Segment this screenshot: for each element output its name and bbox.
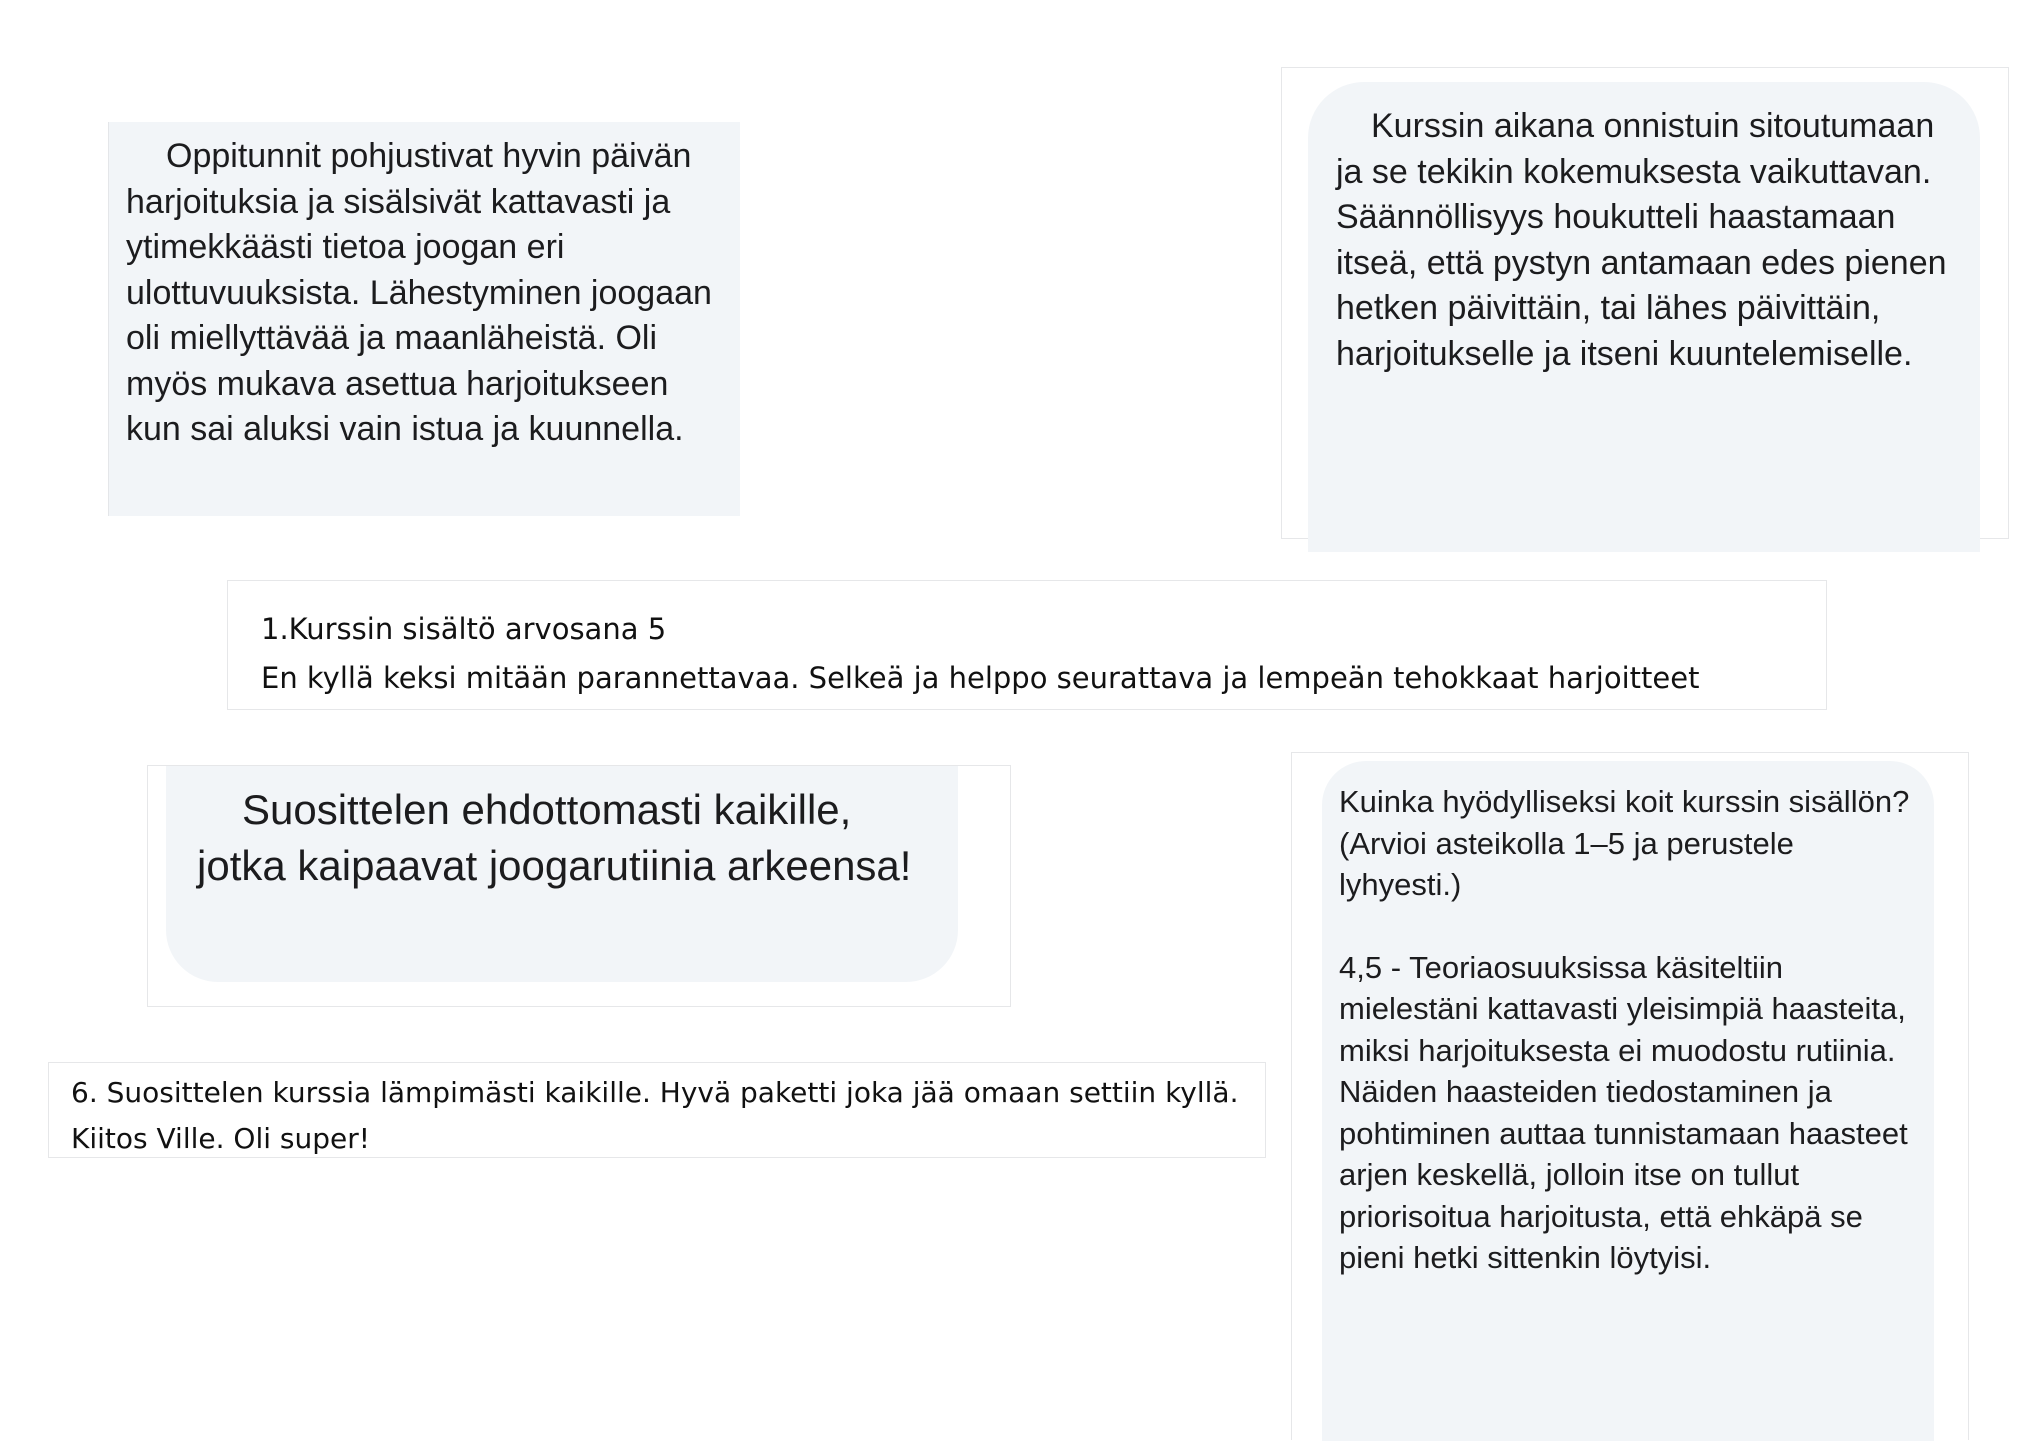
message-bubble xyxy=(1308,82,1980,552)
feedback-card-rating xyxy=(227,580,1827,710)
message-bubble xyxy=(166,766,958,982)
feedback-card-thanks xyxy=(48,1062,1266,1158)
rating-heading: 1.Kurssin sisältö arvosana 5 xyxy=(261,612,667,646)
feedback-text: Suosittelen ehdottomasti kaikille, jotka kaipaavat joogarutiinia arkeensa! xyxy=(197,786,912,889)
feedback-card-usefulness xyxy=(1291,752,1969,1440)
recommend-text: 6. Suosittelen kurssia lämpimästi kaikille. Hyvä paketti joka jää omaan settiin kyllä. xyxy=(71,1076,1239,1109)
feedback-card-lessons xyxy=(108,122,740,516)
rating-comment: En kyllä keksi mitään parannettavaa. Selkeä ja helppo seurattava ja lempeän tehokkaat harjoitteet xyxy=(261,661,1700,695)
message-bubble xyxy=(1322,761,1934,1441)
survey-question: Kuinka hyödylliseksi koit kurssin sisällön? (Arvioi asteikolla 1–5 ja perustele lyhyesti.) xyxy=(1339,784,1910,902)
feedback-card-recommend xyxy=(147,765,1011,1007)
feedback-text: Kurssin aikana onnistuin sitoutumaan ja se tekikin kokemuksesta vaikuttavan. Säännöllisyys houkutteli haastamaan itseä, että pystyn antamaan edes pienen hetken päivittäin, tai lähes päivittäin, harjoitukselle ja itseni kuuntelemiselle. xyxy=(1336,107,1947,373)
thanks-text: Kiitos Ville. Oli super! xyxy=(71,1122,370,1155)
feedback-text: Oppitunnit pohjustivat hyvin päivän harjoituksia ja sisälsivät kattavasti ja ytimekkäästi tietoa joogan eri ulottuvuuksista. Lähestyminen joogaan oli miellyttävää ja maanläheistä. Oli myös mukava asettua harjoitukseen kun sai aluksi vain istua ja kuunnella. xyxy=(126,137,712,448)
survey-answer: 4,5 - Teoriaosuuksissa käsiteltiin mielestäni kattavasti yleisimpiä haasteita, miksi harjoituksesta ei muodostu rutiinia. Näiden haasteiden tiedostaminen ja pohtiminen auttaa tunnistamaan haasteet arjen keskellä, jolloin itse on tullut priorisoitua harjoitusta, että ehkäpä se pieni hetki sittenkin löytyisi. xyxy=(1339,949,1908,1275)
feedback-card-commitment xyxy=(1281,67,2009,539)
